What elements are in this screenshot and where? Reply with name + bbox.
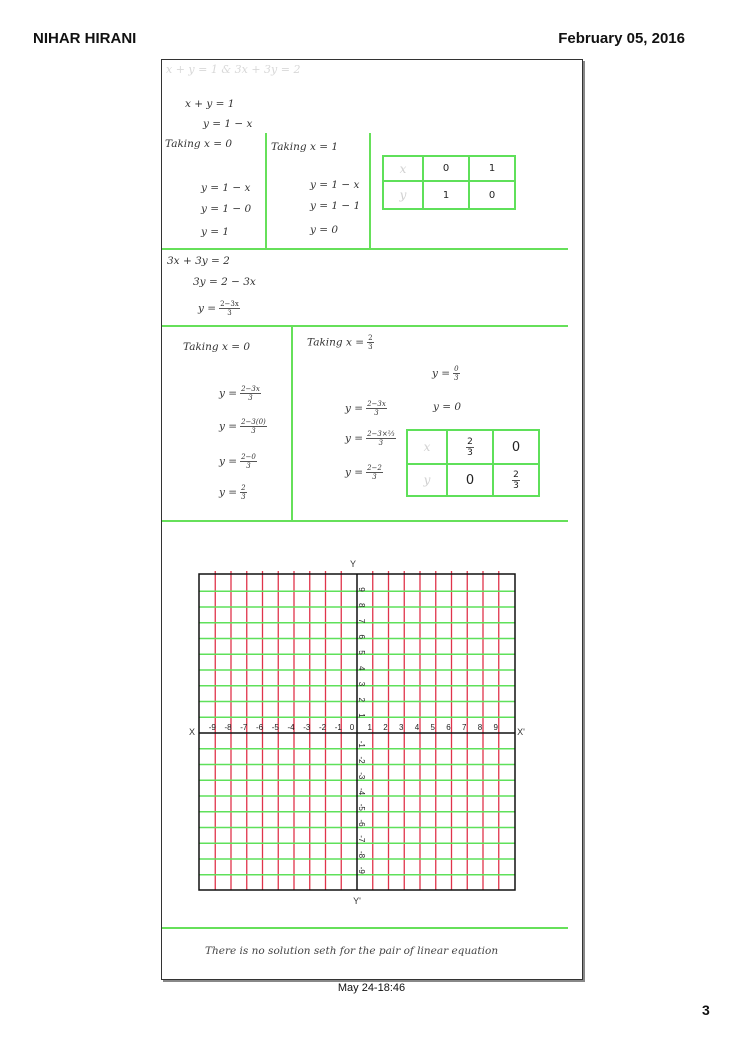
y-axis-neg-label: Y' bbox=[353, 896, 361, 906]
x-tick-label: -1 bbox=[334, 723, 342, 732]
table-cell: 0 bbox=[447, 464, 493, 496]
y-tick-label: -3 bbox=[357, 772, 366, 780]
eq1-line1: x + y = 1 bbox=[185, 98, 235, 110]
y-tick-label: 7 bbox=[357, 618, 366, 624]
eq1-case-a-step2: y = 1 − 0 bbox=[201, 203, 252, 215]
y-tick-label: -2 bbox=[357, 756, 366, 764]
table-cell: $\frac{2}{3}$ bbox=[493, 464, 539, 496]
x-tick-label: 7 bbox=[462, 723, 467, 732]
eq2-case-a-step2: y = $\frac{2-3(0)}{3}$ bbox=[219, 418, 266, 435]
x-tick-label: 8 bbox=[477, 723, 483, 732]
x-tick-label: 6 bbox=[446, 723, 451, 732]
x-tick-label: 1 bbox=[367, 723, 372, 732]
table-x-label: x bbox=[383, 156, 423, 181]
y-tick-label: -8 bbox=[357, 851, 366, 859]
eq1-case-b-step1: y = 1 − x bbox=[310, 179, 360, 191]
x-axis-pos-label: X' bbox=[517, 727, 525, 737]
x-tick-label: 2 bbox=[383, 723, 388, 732]
page-title: x + y = 1 & 3x + 3y = 2 bbox=[166, 63, 301, 76]
x-tick-label: -3 bbox=[303, 723, 311, 732]
y-tick-label: 9 bbox=[357, 587, 366, 592]
x-tick-label: 0 bbox=[349, 723, 355, 732]
y-tick-label: -4 bbox=[357, 788, 366, 796]
eq2-case-b-step1: y = $\frac{2-3x}{3}$ bbox=[345, 400, 386, 417]
x-tick-label: -5 bbox=[271, 723, 279, 732]
table-x-label: x bbox=[407, 430, 447, 464]
eq1-case-a-step1: y = 1 − x bbox=[201, 182, 251, 194]
eq1-case-b-step2: y = 1 − 1 bbox=[310, 200, 361, 212]
x-axis-label: X bbox=[188, 727, 196, 737]
y-tick-label: -7 bbox=[357, 835, 366, 843]
x-tick-label: -6 bbox=[255, 723, 264, 732]
document-date: February 05, 2016 bbox=[558, 30, 685, 47]
section-divider bbox=[162, 927, 568, 929]
notebook-page bbox=[161, 59, 583, 980]
eq1-case-b-step3: y = 0 bbox=[310, 224, 339, 236]
eq2-case-b-step3: y = $\frac{2-2}{3}$ bbox=[345, 464, 382, 481]
eq1-case-a-step3: y = 1 bbox=[201, 226, 230, 238]
x-tick-label: -8 bbox=[224, 723, 232, 732]
x-tick-label: 4 bbox=[414, 723, 420, 732]
y-tick-label: -6 bbox=[357, 819, 366, 827]
y-tick-label: 5 bbox=[357, 650, 366, 655]
y-tick-label: -5 bbox=[357, 803, 366, 811]
y-tick-label: -9 bbox=[357, 866, 366, 874]
y-tick-label: 2 bbox=[357, 697, 366, 702]
table-cell: 1 bbox=[423, 181, 469, 209]
x-tick-label: -4 bbox=[287, 723, 295, 732]
table-cell: 0 bbox=[469, 181, 515, 209]
author-name: NIHAR HIRANI bbox=[33, 30, 137, 47]
eq2-case-b-side-step2: y = 0 bbox=[433, 401, 462, 413]
eq2-case-a-heading: Taking x = 0 bbox=[183, 341, 251, 353]
y-axis-label: Y bbox=[349, 559, 357, 569]
table-cell: $\frac{2}{3}$ bbox=[447, 430, 493, 464]
eq2-case-b-step2: y = $\frac{\text{2−3×⅔}}{3}$ bbox=[345, 430, 395, 447]
cartesian-graph bbox=[162, 60, 582, 979]
y-tick-label: 1 bbox=[357, 713, 366, 718]
x-tick-label: 5 bbox=[430, 723, 435, 732]
footer-timestamp: May 24-18:46 bbox=[337, 982, 406, 994]
y-tick-label: 8 bbox=[357, 603, 366, 608]
eq2-line3: y = $\frac{2-3x}{3}$ bbox=[198, 300, 239, 317]
y-tick-label: 4 bbox=[357, 666, 366, 671]
eq1-line2: y = 1 − x bbox=[203, 118, 253, 130]
eq2-line2: 3y = 2 − 3x bbox=[193, 276, 256, 288]
page-number: 3 bbox=[702, 1002, 710, 1018]
table-cell: 0 bbox=[493, 430, 539, 464]
x-tick-label: 3 bbox=[399, 723, 404, 732]
table-y-label: y bbox=[383, 181, 423, 209]
y-tick-label: 3 bbox=[357, 681, 366, 687]
table-y-label: y bbox=[407, 464, 447, 496]
x-tick-label: -9 bbox=[208, 723, 216, 732]
eq2-line1: 3x + 3y = 2 bbox=[167, 255, 230, 267]
y-tick-label: 6 bbox=[357, 634, 366, 639]
table-cell: 0 bbox=[423, 156, 469, 181]
eq2-case-b-heading: Taking x = $\frac{2}{3}$ bbox=[307, 334, 373, 351]
y-tick-label: -1 bbox=[357, 740, 366, 748]
eq2-case-a-step1: y = $\frac{2-3x}{3}$ bbox=[219, 385, 260, 402]
eq2-case-a-step4: y = $\frac{2}{3}$ bbox=[219, 484, 246, 501]
eq2-case-b-side-step1: y = $\frac{0}{3}$ bbox=[432, 365, 459, 382]
eq2-case-a-step3: y = $\frac{2-0}{3}$ bbox=[219, 453, 256, 470]
table-cell: 1 bbox=[469, 156, 515, 181]
x-tick-label: -2 bbox=[318, 723, 327, 732]
x-tick-label: -7 bbox=[240, 723, 248, 732]
conclusion-text: There is no solution seth for the pair of linear equation bbox=[205, 945, 499, 957]
eq1-case-a-heading: Taking x = 0 bbox=[165, 138, 233, 150]
eq1-case-b-heading: Taking x = 1 bbox=[271, 141, 339, 153]
x-tick-label: 9 bbox=[493, 723, 498, 732]
